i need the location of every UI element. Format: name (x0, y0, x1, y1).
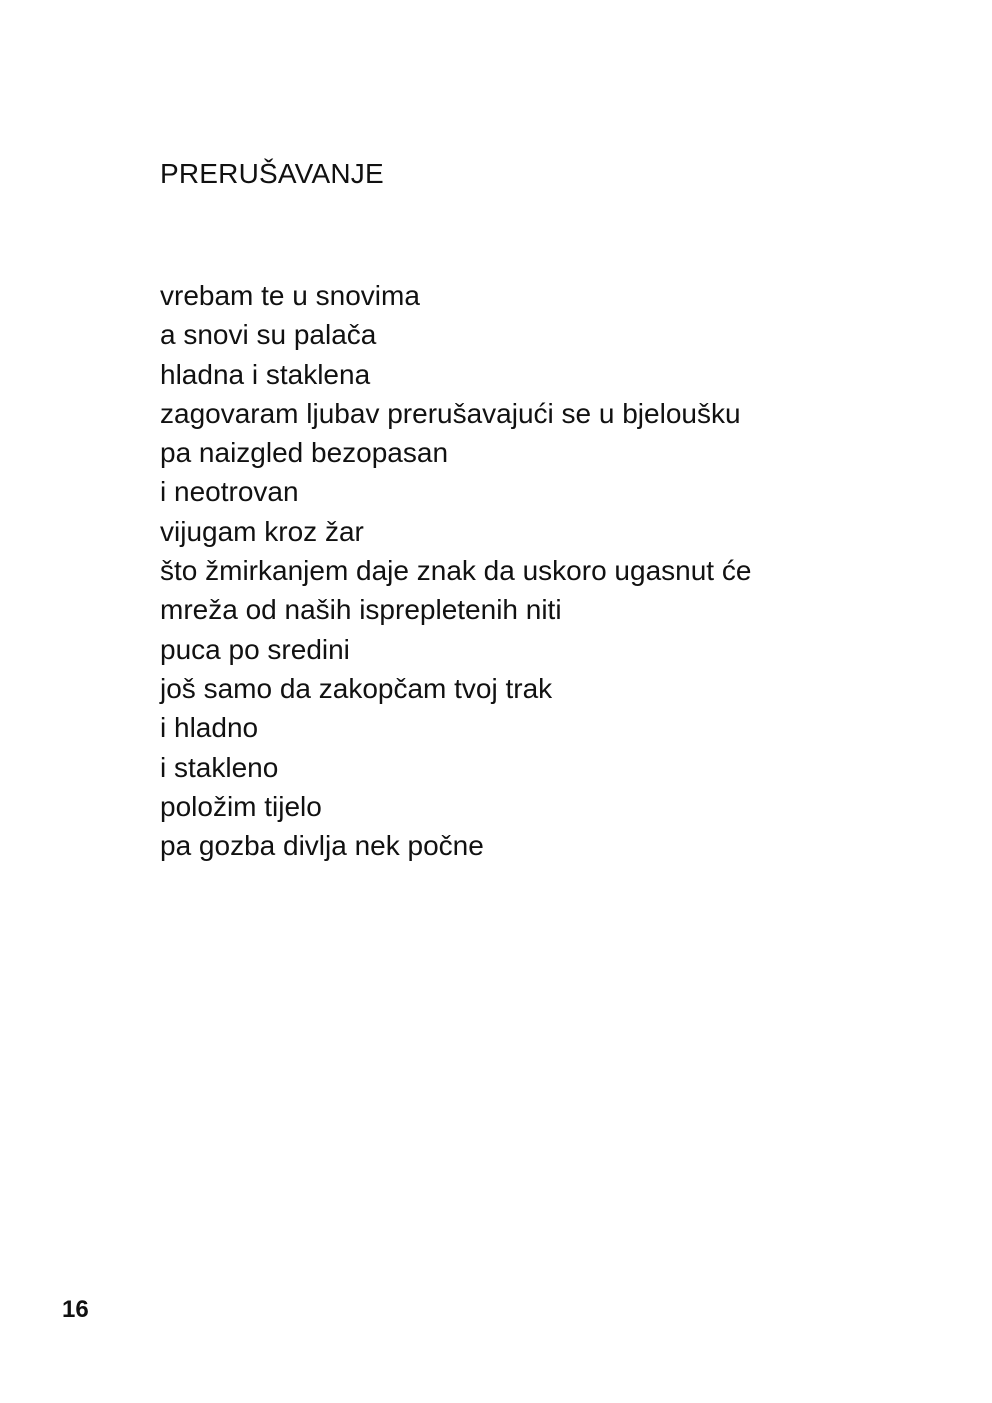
poem-line: vijugam kroz žar (160, 515, 364, 547)
poem-body (160, 276, 751, 865)
poem-line: puca po sredini (160, 633, 350, 665)
poem-line: pa gozba divlja nek počne (160, 830, 484, 862)
poem-line: hladna i staklena (160, 358, 371, 390)
poem-line: a snovi su palača (160, 319, 377, 351)
poem-line: i neotrovan (160, 476, 299, 508)
poem-line: položim tijelo (160, 790, 322, 822)
poem-line: što žmirkanjem daje znak da uskoro ugasnut će (160, 555, 752, 587)
poem-line: još samo da zakopčam tvoj trak (160, 672, 553, 704)
page-number: 16 (62, 1296, 89, 1323)
poem-line: i hladno (160, 712, 259, 744)
poem-line: mreža od naših isprepletenih niti (160, 594, 562, 626)
poem-line: i stakleno (160, 751, 279, 783)
poem-line: zagovaram ljubav prerušavajući se u bjeloušku (160, 397, 741, 429)
poem-line: vrebam te u snovima (160, 280, 420, 311)
poem-line: pa naizgled bezopasan (160, 437, 449, 469)
poem-title: PRERUŠAVANJE (160, 158, 384, 189)
